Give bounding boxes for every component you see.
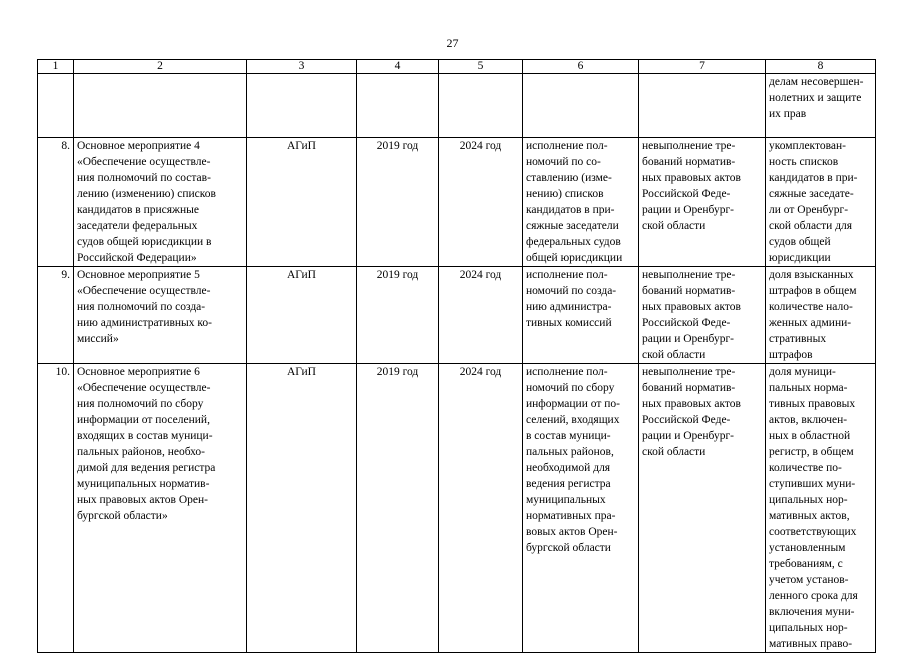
empty-cell xyxy=(74,74,247,138)
column-number: 3 xyxy=(247,60,357,74)
indicator-cell: делам несовершен- нолетних и защите их прав xyxy=(766,74,876,138)
consequences: невыполнение тре- бований норматив- ных правовых актов Российской Феде- рации и Оренбург- ской области xyxy=(639,267,766,364)
column-number: 7 xyxy=(639,60,766,74)
row-number: 10. xyxy=(38,364,74,653)
row-number: 9. xyxy=(38,267,74,364)
page-number: 27 xyxy=(446,36,459,50)
empty-cell xyxy=(523,74,639,138)
empty-cell xyxy=(357,74,439,138)
measure-name: Основное мероприятие 5 «Обеспечение осуществле- ния полномочий по созда- нию административных ко- миссий» xyxy=(74,267,247,364)
expected-result: исполнение пол- номочий по со- ставлению (изме- нению) списков кандидатов в при- сяжные заседатели федеральных судов общей юрисдикции xyxy=(523,138,639,267)
expected-result: исполнение пол- номочий по созда- нию администра- тивных комиссий xyxy=(523,267,639,364)
consequences: невыполнение тре- бований норматив- ных правовых актов Российской Феде- рации и Оренбург- ской области xyxy=(639,138,766,267)
empty-cell xyxy=(639,74,766,138)
column-number: 4 xyxy=(357,60,439,74)
column-number: 1 xyxy=(38,60,74,74)
measure-name: Основное мероприятие 6 «Обеспечение осуществле- ния полномочий по сбору информации от поселений, входящих в состав муници- пальных районов, необхо- димой для ведения регистра муниципальных норматив- ных правовых актов Орен- бургской области» xyxy=(74,364,247,653)
expected-result: исполнение пол- номочий по сбору информации от по- селений, входящих в состав муници- пальных районов, необходимой для ведения регистра муниципальных нормативных пра- вовых актов Орен- бургской области xyxy=(523,364,639,653)
start-year: 2019 год xyxy=(357,364,439,653)
indicator: доля муници- пальных норма- тивных правовых актов, включен- ных в областной регистр, в общем количестве по- ступивших муни- ципальных нор- мативных актов, соответствующих установленным требованиям, с учетом установ- ленного срока для включения муни- ципальных нор- мативных право- xyxy=(766,364,876,653)
column-number: 6 xyxy=(523,60,639,74)
column-number: 5 xyxy=(439,60,523,74)
indicator: укомплектован- ность списков кандидатов в при- сяжные заседате- ли от Оренбург- ской области для судов общей юрисдикции xyxy=(766,138,876,267)
column-number: 2 xyxy=(74,60,247,74)
end-year: 2024 год xyxy=(439,364,523,653)
column-number: 8 xyxy=(766,60,876,74)
end-year: 2024 год xyxy=(439,138,523,267)
start-year: 2019 год xyxy=(357,267,439,364)
executor: АГиП xyxy=(247,267,357,364)
end-year: 2024 год xyxy=(439,267,523,364)
empty-cell xyxy=(439,74,523,138)
measure-name: Основное мероприятие 4 «Обеспечение осуществле- ния полномочий по состав- лению (изменению) списков кандидатов в присяжные заседатели федеральных судов общей юрисдикции в Российской Федерации» xyxy=(74,138,247,267)
consequences: невыполнение тре- бований норматив- ных правовых актов Российской Феде- рации и Оренбург- ской области xyxy=(639,364,766,653)
start-year: 2019 год xyxy=(357,138,439,267)
empty-cell xyxy=(247,74,357,138)
column-number-row xyxy=(38,60,876,74)
row-number: 8. xyxy=(38,138,74,267)
executor: АГиП xyxy=(247,138,357,267)
continuation-row xyxy=(38,74,876,138)
table-row xyxy=(38,267,876,364)
indicator: доля взысканных штрафов в общем количестве нало- женных админи- стративных штрафов xyxy=(766,267,876,364)
executor: АГиП xyxy=(247,364,357,653)
measures-table xyxy=(37,59,876,653)
table-row xyxy=(38,138,876,267)
empty-cell xyxy=(38,74,74,138)
table-row xyxy=(38,364,876,653)
